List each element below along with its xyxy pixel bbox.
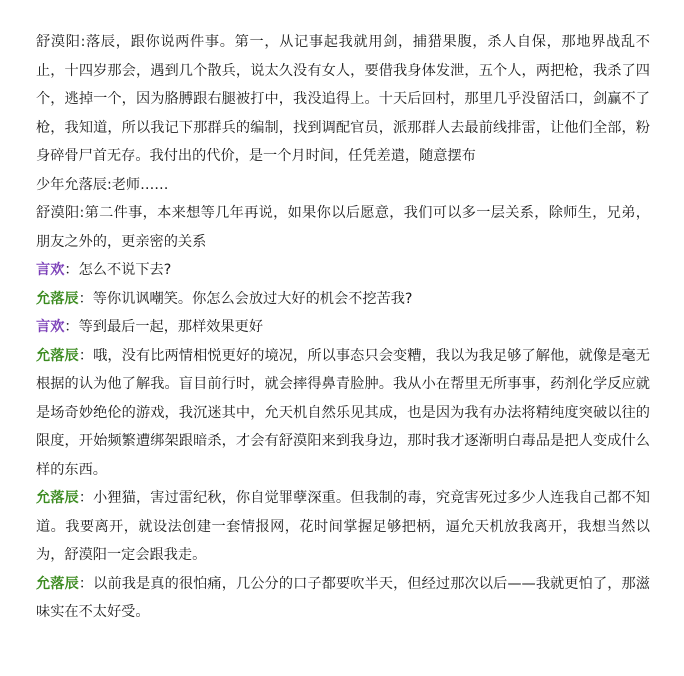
speaker-name-yunluochen: 允落辰 [36, 575, 79, 592]
speaker-separator: ： [78, 575, 94, 592]
speaker-separator: : [106, 176, 112, 193]
dialogue-text: 以前我是真的很怕痛，几公分的口子都要吹半天，但经过那次以后——我就更怕了，那滋味实在不太好受。 [36, 575, 650, 620]
speaker-name: 舒漠阳 [36, 205, 80, 221]
dialogue-text: 等你讥讽嘲笑。你怎么会放过大好的机会不挖苦我? [92, 290, 413, 307]
speaker-separator: ： [64, 262, 79, 278]
speaker-name-yanhuan: 言欢 [36, 262, 65, 278]
dialogue-text: 哦，没有比两情相悦更好的境况，所以事态只会变糟，我以为我足够了解他，就像是毫无根据的认为他了解我。盲目前行时，就会摔得鼻青脸肿。我从小在帮里无所事事，药剂化学反应就是场奇妙绝伦的游戏，我沉迷其中，允天机自然乐见其成，也是因为我有办法将精纯度突破以往的限度，开始频繁遭绑架跟暗杀，才会有舒漠阳来到我身边，那时我才逐渐明白毒品是把人变成什么样的东西。 [36, 347, 650, 478]
paragraph-6 [36, 313, 650, 342]
dialogue-text: 小狸猫，害过雷纪秋，你自觉罪孽深重。但我制的毒，究竟害死过多少人连我自己都不知道。我要离开，就设法创建一套情报网，花时间掌握足够把柄，逼允天机放我离开，我想当然以为，舒漠阳一定会跟我走。 [36, 490, 650, 563]
paragraph-1 [36, 28, 650, 171]
speaker-name-yanhuan: 言欢 [36, 319, 65, 335]
speaker-separator: ： [78, 290, 93, 307]
dialogue-text: 等到最后一起，那样效果更好 [78, 319, 264, 335]
dialogue-text: 落辰，跟你说两件事。第一，从记事起我就用剑，捕猎果腹，杀人自保，那地界战乱不止，十四岁那会，遇到几个散兵，说太久没有女人，要借我身体发泄，五个人，两把枪，我杀了四个，逃掉一个，因为胳膊跟右腿被打中，我没追得上。十天后回村，那里几乎没留活口，剑赢不了枪，我知道，所以我记下那群兵的编制，找到调配官员，派那群人去最前线排雷，让他们全部，粉身碎骨尸首无存。我付出的代价，是一个月时间，任凭差遣，随意摆布 [36, 34, 650, 164]
document-body [36, 28, 650, 627]
speaker-separator: ： [64, 319, 79, 335]
speaker-name-yunluochen: 允落辰 [36, 490, 79, 506]
speaker-name: 舒漠阳 [36, 34, 81, 50]
paragraph-2 [36, 171, 650, 200]
paragraph-7 [36, 342, 650, 485]
speaker-separator: ： [78, 347, 94, 364]
paragraph-8 [36, 484, 650, 570]
speaker-name: 少年允落辰 [36, 176, 107, 193]
speaker-name-yunluochen: 允落辰 [36, 290, 79, 307]
dialogue-text: 怎么不说下去? [78, 262, 172, 278]
speaker-separator: : [80, 34, 86, 50]
dialogue-text: 老师…… [111, 176, 169, 193]
speaker-separator: : [79, 205, 85, 221]
paragraph-3 [36, 199, 650, 256]
paragraph-4 [36, 256, 650, 285]
dialogue-text: 第二件事，本来想等几年再说，如果你以后愿意，我们可以多一层关系，除师生，兄弟，朋友之外的，更亲密的关系 [36, 205, 650, 250]
speaker-name-yunluochen: 允落辰 [36, 347, 79, 364]
speaker-separator: ： [78, 490, 94, 506]
paragraph-9 [36, 570, 650, 627]
paragraph-5 [36, 285, 650, 314]
